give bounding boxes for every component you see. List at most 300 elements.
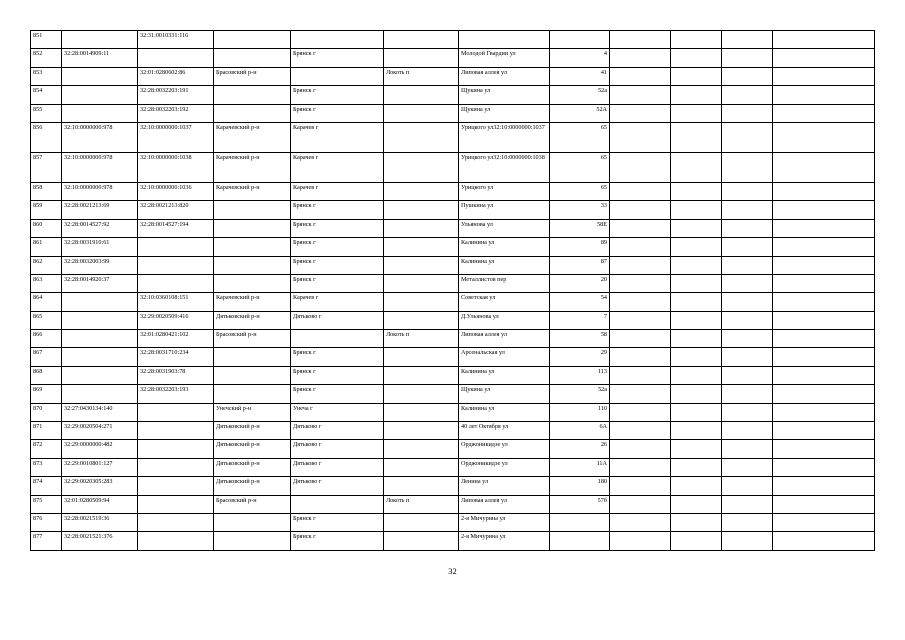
settlement-cell <box>384 182 459 200</box>
house-number-cell <box>550 31 610 49</box>
cadastral-number-cell: 32:28:0014920:37 <box>62 274 138 292</box>
empty-cell <box>671 86 722 104</box>
row-number-cell: 863 <box>31 274 62 292</box>
empty-cell <box>773 366 875 384</box>
house-number-cell: 58Е <box>550 219 610 237</box>
empty-cell <box>722 104 773 122</box>
district-cell: Дятьковский р-н <box>214 477 291 495</box>
row-number-cell: 857 <box>31 152 62 182</box>
city-cell: Брянск г <box>291 532 384 550</box>
object-cadastral-number-cell <box>138 532 214 550</box>
empty-cell <box>773 274 875 292</box>
city-cell: Брянск г <box>291 274 384 292</box>
district-cell <box>214 49 291 67</box>
empty-cell <box>773 182 875 200</box>
empty-cell <box>722 366 773 384</box>
city-cell: Дятьково г <box>291 458 384 476</box>
district-cell <box>214 219 291 237</box>
cadastral-number-cell: 32:28:0021519:36 <box>62 513 138 531</box>
house-number-cell: 113 <box>550 366 610 384</box>
street-cell: Пушкина ул <box>459 201 550 219</box>
district-cell: Дятьковский р-н <box>214 440 291 458</box>
empty-cell <box>773 422 875 440</box>
cadastral-number-cell: 32:29:0000000:482 <box>62 440 138 458</box>
empty-cell <box>610 256 671 274</box>
settlement-cell <box>384 532 459 550</box>
cadastral-number-cell <box>62 311 138 329</box>
table-row <box>31 49 875 67</box>
cadastral-number-cell <box>62 330 138 348</box>
empty-cell <box>773 458 875 476</box>
empty-cell <box>773 348 875 366</box>
city-cell: Брянск г <box>291 201 384 219</box>
house-number-cell: 4 <box>550 49 610 67</box>
table-row <box>31 86 875 104</box>
empty-cell <box>722 532 773 550</box>
district-cell <box>214 513 291 531</box>
street-cell: Калинина ул <box>459 256 550 274</box>
row-number-cell: 864 <box>31 293 62 311</box>
table-row <box>31 513 875 531</box>
object-cadastral-number-cell <box>138 403 214 421</box>
object-cadastral-number-cell: 32:28:0032203:193 <box>138 385 214 403</box>
settlement-cell <box>384 311 459 329</box>
street-cell: Урицкого ул <box>459 182 550 200</box>
house-number-cell: 180 <box>550 477 610 495</box>
street-cell: 2-я Мичурина ул <box>459 532 550 550</box>
row-number-cell: 858 <box>31 182 62 200</box>
table-row <box>31 219 875 237</box>
city-cell: Карачев г <box>291 182 384 200</box>
empty-cell <box>722 122 773 152</box>
empty-cell <box>671 152 722 182</box>
empty-cell <box>671 422 722 440</box>
table-row <box>31 385 875 403</box>
street-cell: Металлистов пер <box>459 274 550 292</box>
district-cell <box>214 201 291 219</box>
empty-cell <box>773 440 875 458</box>
empty-cell <box>671 31 722 49</box>
object-cadastral-number-cell: 32:28:0014527:194 <box>138 219 214 237</box>
row-number-cell: 871 <box>31 422 62 440</box>
street-cell: Урицкого ул32:10:0000000:1037 <box>459 122 550 152</box>
city-cell <box>291 495 384 513</box>
cadastral-number-cell: 32:28:0032003:99 <box>62 256 138 274</box>
house-number-cell: 65 <box>550 122 610 152</box>
row-number-cell: 869 <box>31 385 62 403</box>
district-cell <box>214 366 291 384</box>
empty-cell <box>722 477 773 495</box>
row-number-cell: 873 <box>31 458 62 476</box>
empty-cell <box>610 293 671 311</box>
district-cell <box>214 274 291 292</box>
object-cadastral-number-cell <box>138 422 214 440</box>
object-cadastral-number-cell: 32:28:0031710:234 <box>138 348 214 366</box>
street-cell: Липовая аллея ул <box>459 330 550 348</box>
empty-cell <box>773 330 875 348</box>
district-cell: Карачевский р-н <box>214 293 291 311</box>
cadastral-number-cell: 32:29:0020504:271 <box>62 422 138 440</box>
empty-cell <box>722 31 773 49</box>
table-row <box>31 532 875 550</box>
object-cadastral-number-cell: 32:01:0280602:86 <box>138 67 214 85</box>
object-cadastral-number-cell: 32:28:0021213:820 <box>138 201 214 219</box>
city-cell: Карачев г <box>291 122 384 152</box>
cadastral-number-cell <box>62 67 138 85</box>
empty-cell <box>610 238 671 256</box>
empty-cell <box>610 348 671 366</box>
cadastral-number-cell: 32:28:0014909:11 <box>62 49 138 67</box>
object-cadastral-number-cell: 32:10:0360108:151 <box>138 293 214 311</box>
settlement-cell <box>384 422 459 440</box>
row-number-cell: 872 <box>31 440 62 458</box>
settlement-cell <box>384 274 459 292</box>
city-cell: Дятьково г <box>291 477 384 495</box>
settlement-cell <box>384 256 459 274</box>
cadastral-number-cell: 32:29:0020305:283 <box>62 477 138 495</box>
empty-cell <box>722 86 773 104</box>
house-number-cell: 20 <box>550 274 610 292</box>
city-cell: Брянск г <box>291 86 384 104</box>
empty-cell <box>610 513 671 531</box>
table-row <box>31 274 875 292</box>
table-row <box>31 311 875 329</box>
district-cell <box>214 86 291 104</box>
street-cell: Калинина ул <box>459 238 550 256</box>
table-row <box>31 440 875 458</box>
house-number-cell: 89 <box>550 238 610 256</box>
empty-cell <box>671 182 722 200</box>
street-cell <box>459 31 550 49</box>
empty-cell <box>722 152 773 182</box>
settlement-cell <box>384 385 459 403</box>
table-row <box>31 201 875 219</box>
settlement-cell <box>384 458 459 476</box>
settlement-cell <box>384 49 459 67</box>
cadastral-number-cell: 32:28:0021521:376 <box>62 532 138 550</box>
settlement-cell: Локоть п <box>384 495 459 513</box>
row-number-cell: 870 <box>31 403 62 421</box>
street-cell: 40 лет Октября ул <box>459 422 550 440</box>
city-cell: Брянск г <box>291 238 384 256</box>
object-cadastral-number-cell <box>138 256 214 274</box>
empty-cell <box>773 86 875 104</box>
city-cell: Дятьково г <box>291 440 384 458</box>
empty-cell <box>773 385 875 403</box>
table-row <box>31 348 875 366</box>
district-cell: Карачевский р-н <box>214 122 291 152</box>
house-number-cell: 54 <box>550 293 610 311</box>
settlement-cell <box>384 477 459 495</box>
house-number-cell: 58 <box>550 330 610 348</box>
empty-cell <box>671 49 722 67</box>
city-cell: Брянск г <box>291 513 384 531</box>
empty-cell <box>722 311 773 329</box>
empty-cell <box>773 532 875 550</box>
empty-cell <box>671 256 722 274</box>
row-number-cell: 862 <box>31 256 62 274</box>
empty-cell <box>671 532 722 550</box>
street-cell: Щукина ул <box>459 104 550 122</box>
empty-cell <box>773 219 875 237</box>
empty-cell <box>610 201 671 219</box>
settlement-cell <box>384 152 459 182</box>
city-cell: Унеча г <box>291 403 384 421</box>
empty-cell <box>671 366 722 384</box>
object-cadastral-number-cell <box>138 440 214 458</box>
street-cell: Калинина ул <box>459 366 550 384</box>
object-cadastral-number-cell <box>138 495 214 513</box>
cadastral-number-cell: 32:28:0021213:69 <box>62 201 138 219</box>
city-cell: Брянск г <box>291 256 384 274</box>
house-number-cell: 52а <box>550 86 610 104</box>
street-cell: Щукина ул <box>459 86 550 104</box>
empty-cell <box>610 67 671 85</box>
city-cell: Брянск г <box>291 49 384 67</box>
empty-cell <box>610 477 671 495</box>
empty-cell <box>610 422 671 440</box>
empty-cell <box>671 122 722 152</box>
empty-cell <box>722 256 773 274</box>
empty-cell <box>671 458 722 476</box>
empty-cell <box>773 49 875 67</box>
empty-cell <box>610 31 671 49</box>
settlement-cell <box>384 104 459 122</box>
street-cell: Орджоникидзе ул <box>459 440 550 458</box>
empty-cell <box>773 256 875 274</box>
district-cell <box>214 31 291 49</box>
row-number-cell: 868 <box>31 366 62 384</box>
empty-cell <box>773 67 875 85</box>
object-cadastral-number-cell: 32:29:0020509:416 <box>138 311 214 329</box>
empty-cell <box>773 477 875 495</box>
object-cadastral-number-cell <box>138 274 214 292</box>
empty-cell <box>773 513 875 531</box>
city-cell: Брянск г <box>291 366 384 384</box>
row-number-cell: 856 <box>31 122 62 152</box>
district-cell: Дятьковский р-н <box>214 422 291 440</box>
district-cell: Дятьковский р-н <box>214 458 291 476</box>
empty-cell <box>671 67 722 85</box>
empty-cell <box>773 152 875 182</box>
street-cell: Липовая аллея ул <box>459 67 550 85</box>
house-number-cell <box>550 513 610 531</box>
cadastral-number-cell: 32:10:0000000:978 <box>62 152 138 182</box>
empty-cell <box>671 293 722 311</box>
settlement-cell <box>384 440 459 458</box>
house-number-cell: 29 <box>550 348 610 366</box>
district-cell: Брасовский р-н <box>214 495 291 513</box>
table-row <box>31 67 875 85</box>
district-cell <box>214 532 291 550</box>
cadastral-number-cell <box>62 293 138 311</box>
empty-cell <box>722 458 773 476</box>
cadastral-number-cell: 32:01:0280509:94 <box>62 495 138 513</box>
empty-cell <box>722 67 773 85</box>
empty-cell <box>722 49 773 67</box>
street-cell: Липовая аллея ул <box>459 495 550 513</box>
object-cadastral-number-cell: 32:28:0031903:78 <box>138 366 214 384</box>
row-number-cell: 874 <box>31 477 62 495</box>
house-number-cell <box>550 532 610 550</box>
table-row <box>31 477 875 495</box>
object-cadastral-number-cell: 32:31:0010331:116 <box>138 31 214 49</box>
empty-cell <box>671 477 722 495</box>
cadastral-number-cell: 32:10:0000000:978 <box>62 182 138 200</box>
empty-cell <box>722 403 773 421</box>
cadastral-number-cell <box>62 366 138 384</box>
empty-cell <box>610 49 671 67</box>
empty-cell <box>773 122 875 152</box>
empty-cell <box>671 104 722 122</box>
object-cadastral-number-cell: 32:28:0032203:192 <box>138 104 214 122</box>
settlement-cell <box>384 348 459 366</box>
table-row <box>31 422 875 440</box>
empty-cell <box>722 348 773 366</box>
street-cell: Арсенальская ул <box>459 348 550 366</box>
row-number-cell: 854 <box>31 86 62 104</box>
settlement-cell: Локоть п <box>384 67 459 85</box>
object-cadastral-number-cell: 32:01:0280421:102 <box>138 330 214 348</box>
empty-cell <box>773 403 875 421</box>
property-register-table <box>30 30 875 551</box>
empty-cell <box>610 403 671 421</box>
cadastral-number-cell <box>62 104 138 122</box>
empty-cell <box>671 513 722 531</box>
house-number-cell: 7 <box>550 311 610 329</box>
empty-cell <box>610 274 671 292</box>
empty-cell <box>610 311 671 329</box>
object-cadastral-number-cell: 32:10:0000000:1036 <box>138 182 214 200</box>
empty-cell <box>671 201 722 219</box>
empty-cell <box>671 440 722 458</box>
settlement-cell <box>384 122 459 152</box>
empty-cell <box>773 104 875 122</box>
empty-cell <box>610 152 671 182</box>
house-number-cell: 33 <box>550 201 610 219</box>
empty-cell <box>722 440 773 458</box>
district-cell <box>214 238 291 256</box>
settlement-cell <box>384 403 459 421</box>
city-cell <box>291 31 384 49</box>
house-number-cell: 6А <box>550 422 610 440</box>
district-cell <box>214 256 291 274</box>
table-row <box>31 182 875 200</box>
object-cadastral-number-cell <box>138 513 214 531</box>
empty-cell <box>773 201 875 219</box>
settlement-cell <box>384 86 459 104</box>
table-row <box>31 238 875 256</box>
empty-cell <box>773 311 875 329</box>
empty-cell <box>671 238 722 256</box>
settlement-cell <box>384 201 459 219</box>
city-cell: Брянск г <box>291 104 384 122</box>
empty-cell <box>610 458 671 476</box>
empty-cell <box>671 403 722 421</box>
street-cell: Молодой Гвардии ул <box>459 49 550 67</box>
row-number-cell: 861 <box>31 238 62 256</box>
district-cell <box>214 104 291 122</box>
row-number-cell: 855 <box>31 104 62 122</box>
table-row <box>31 122 875 152</box>
cadastral-number-cell <box>62 348 138 366</box>
empty-cell <box>610 532 671 550</box>
table-row <box>31 495 875 513</box>
cadastral-number-cell <box>62 31 138 49</box>
empty-cell <box>671 348 722 366</box>
row-number-cell: 851 <box>31 31 62 49</box>
table-row <box>31 403 875 421</box>
settlement-cell <box>384 293 459 311</box>
street-cell: Ленина ул <box>459 477 550 495</box>
street-cell: 2-я Мичурина ул <box>459 513 550 531</box>
street-cell: Калинина ул <box>459 403 550 421</box>
empty-cell <box>722 495 773 513</box>
street-cell: Ульянова ул <box>459 219 550 237</box>
settlement-cell <box>384 238 459 256</box>
object-cadastral-number-cell <box>138 238 214 256</box>
empty-cell <box>610 330 671 348</box>
row-number-cell: 867 <box>31 348 62 366</box>
empty-cell <box>722 293 773 311</box>
table-row <box>31 366 875 384</box>
empty-cell <box>610 104 671 122</box>
district-cell: Унечский р-н <box>214 403 291 421</box>
empty-cell <box>722 274 773 292</box>
settlement-cell <box>384 513 459 531</box>
empty-cell <box>610 366 671 384</box>
empty-cell <box>722 238 773 256</box>
empty-cell <box>610 385 671 403</box>
empty-cell <box>722 513 773 531</box>
empty-cell <box>671 311 722 329</box>
district-cell <box>214 348 291 366</box>
street-cell: Щукина ул <box>459 385 550 403</box>
empty-cell <box>610 219 671 237</box>
row-number-cell: 875 <box>31 495 62 513</box>
street-cell: Советская ул <box>459 293 550 311</box>
street-cell: Урицкого ул32:10:0000000:1038 <box>459 152 550 182</box>
house-number-cell: 41 <box>550 67 610 85</box>
row-number-cell: 859 <box>31 201 62 219</box>
table-row <box>31 458 875 476</box>
empty-cell <box>773 293 875 311</box>
empty-cell <box>610 440 671 458</box>
table-row <box>31 293 875 311</box>
empty-cell <box>722 201 773 219</box>
object-cadastral-number-cell: 32:10:0000000:1037 <box>138 122 214 152</box>
empty-cell <box>773 495 875 513</box>
empty-cell <box>610 182 671 200</box>
row-number-cell: 877 <box>31 532 62 550</box>
house-number-cell: 110 <box>550 403 610 421</box>
house-number-cell: 52А <box>550 104 610 122</box>
settlement-cell <box>384 31 459 49</box>
empty-cell <box>722 385 773 403</box>
house-number-cell: 65 <box>550 182 610 200</box>
settlement-cell: Локоть п <box>384 330 459 348</box>
city-cell <box>291 67 384 85</box>
cadastral-number-cell: 32:10:0000000:978 <box>62 122 138 152</box>
row-number-cell: 865 <box>31 311 62 329</box>
empty-cell <box>610 495 671 513</box>
settlement-cell <box>384 366 459 384</box>
city-cell: Дятьково г <box>291 422 384 440</box>
empty-cell <box>671 330 722 348</box>
row-number-cell: 852 <box>31 49 62 67</box>
empty-cell <box>671 274 722 292</box>
object-cadastral-number-cell: 32:28:0032203:191 <box>138 86 214 104</box>
